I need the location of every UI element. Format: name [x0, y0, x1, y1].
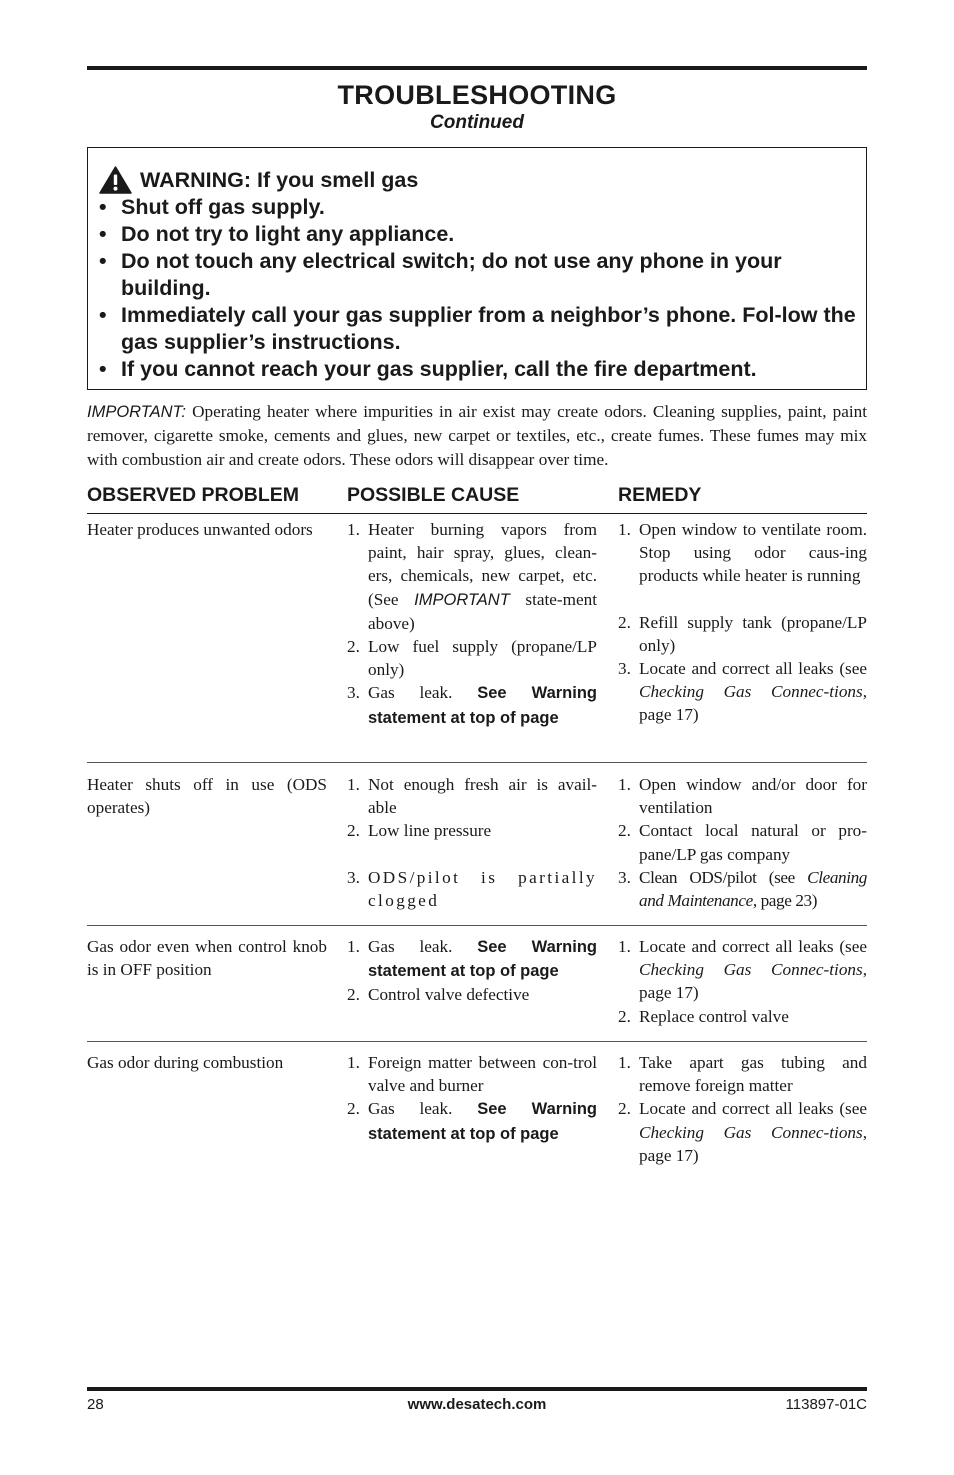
list-item: 2. Low fuel supply (propane/LP only): [347, 637, 597, 680]
warning-item: • If you cannot reach your gas supplier, call the fire department.: [99, 357, 757, 381]
list-item: 3. Locate and correct all leaks (see Checking Gas Connec-tions, page 17): [618, 659, 867, 725]
warning-item: • Shut off gas supply.: [99, 195, 325, 219]
header-observed-problem: OBSERVED PROBLEM: [87, 484, 300, 506]
list-item: 2. Control valve defective: [347, 985, 530, 1005]
possible-cause-cell: [347, 518, 597, 730]
list-item: 1. Not enough fresh air is avail-able: [347, 775, 597, 818]
remedy-cell: [618, 1051, 867, 1167]
possible-cause-cell: [347, 773, 597, 912]
row-divider: [87, 762, 867, 763]
list-item: 1. Locate and correct all leaks (see Checking Gas Connec-tions, page 17): [618, 937, 867, 1003]
list-item: 2. Locate and correct all leaks (see Checking Gas Connec-tions, page 17): [618, 1099, 867, 1165]
list-item: 2. Gas leak. See Warning statement at top of page: [347, 1099, 597, 1143]
list-item: 2. Low line pressure: [347, 821, 492, 841]
possible-cause-cell: [347, 1051, 597, 1146]
row-divider: [87, 925, 867, 926]
important-label: IMPORTANT:: [87, 403, 186, 421]
list-item: 2. Refill supply tank (propane/LP only): [618, 612, 867, 655]
header-possible-cause: POSSIBLE CAUSE: [347, 484, 520, 506]
list-item: 3. Clean ODS/pilot (see Cleaning and Maintenance, page 23): [618, 867, 867, 911]
list-item: 1. Heater burning vapors from paint, hair spray, glues, clean-ers, chemicals, new carpet, etc. (See IMPORTANT state-ment above): [347, 520, 597, 633]
list-item: 3. Gas leak. See Warning statement at top of page: [347, 683, 597, 727]
list-item: 1. Take apart gas tubing and remove foreign matter: [618, 1053, 867, 1096]
observed-problem-cell: Heater shuts off in use (ODS operates): [87, 775, 327, 818]
warning-item: • Do not try to light any appliance.: [99, 222, 455, 246]
list-item: 1. Foreign matter between con-trol valve and burner: [347, 1053, 597, 1096]
gas-warning-box: [87, 147, 867, 390]
important-note: [87, 400, 867, 471]
page-title: TROUBLESHOOTING: [337, 80, 617, 110]
observed-problem-cell: Gas odor even when control knob is in OFF position: [87, 937, 327, 980]
website-link[interactable]: www.desatech.com: [407, 1396, 547, 1413]
warning-item: • Do not touch any electrical switch; do not use any phone in your building.: [99, 249, 782, 300]
warning-heading-row: [99, 166, 856, 194]
list-item: 2. Replace control valve: [618, 1006, 789, 1026]
row-divider: [87, 1041, 867, 1042]
header-remedy: REMEDY: [618, 484, 702, 506]
important-text: Operating heater where impurities in air exist may create odors. Cleaning supplies, paint, paint remover, cigarette smoke, cements and glues, new carpet or textiles, etc., create fumes. These fumes may mix with combustion air and create odors. These odors will disappear over time.: [87, 402, 867, 469]
top-rule: [87, 66, 867, 70]
list-item: 1. Gas leak. See Warning statement at top of page: [347, 937, 597, 981]
list-item: 2. Contact local natural or pro-pane/LP gas company: [618, 821, 867, 864]
remedy-cell: [618, 773, 867, 912]
table-header: [87, 484, 867, 514]
possible-cause-cell: [347, 935, 597, 1007]
remedy-cell: [618, 935, 867, 1028]
page-subtitle: Continued: [430, 112, 524, 133]
warning-heading: WARNING: If you smell gas: [140, 167, 419, 192]
list-item: 3. ODS/pilot is partially clogged: [347, 867, 597, 910]
list-item: 1. Open window and/or door for ventilation: [618, 775, 867, 818]
warning-item: • Immediately call your gas supplier from a neighbor’s phone. Fol-low the gas supplier’s instructions.: [99, 303, 856, 354]
observed-problem-cell: Heater produces unwanted odors: [87, 520, 313, 539]
list-item: 1. Open window to ventilate room. Stop using odor caus-ing products while heater is running: [618, 520, 867, 586]
document-number: 113897-01C: [785, 1396, 867, 1413]
bottom-rule: [87, 1387, 867, 1391]
observed-problem-cell: Gas odor during combustion: [87, 1053, 284, 1072]
page-number: 28: [87, 1396, 104, 1413]
remedy-cell: [618, 518, 867, 727]
warning-triangle-icon: [99, 166, 132, 194]
